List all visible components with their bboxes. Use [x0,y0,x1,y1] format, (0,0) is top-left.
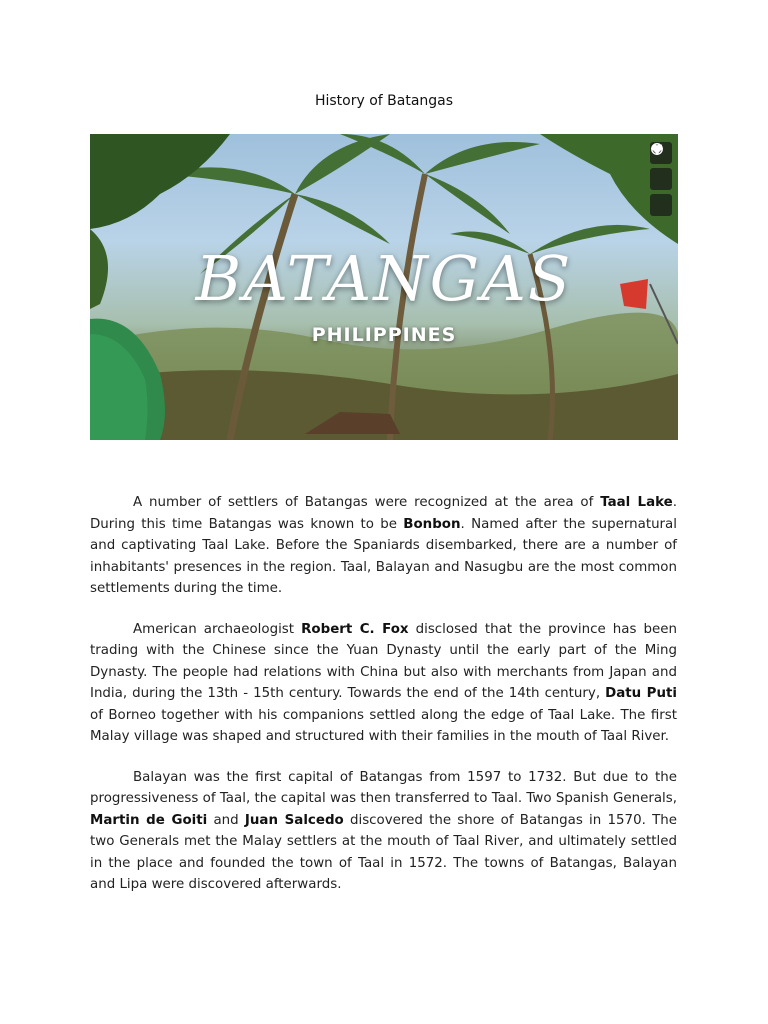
paragraph-text: American archaeologist [133,621,302,637]
watch-later-button[interactable] [650,168,672,190]
paragraph-text: A number of settlers of Batangas were recognized at the area of [133,495,601,510]
body-paragraph [90,767,677,896]
bold-term: Datu Puti [605,686,677,701]
photo-title-text: BATANGAS [195,242,573,315]
document-title: History of Batangas [314,93,454,109]
photo-action-bar [650,142,672,220]
batangas-photo [90,134,678,440]
bold-term: Juan Salcedo [244,812,344,828]
paragraph-text: and [207,812,245,828]
bold-term: Robert C. Fox [301,621,409,637]
bold-term: Martin de Goiti [90,812,208,828]
document-body [90,492,677,915]
photo-subtitle-text: PHILIPPINES [311,324,457,346]
share-button[interactable] [650,194,672,216]
bold-term: Taal Lake [600,495,673,510]
paragraph-text: disclosed that the province has been trading with the Chinese since the Yuan Dynasty until the early part of the Ming Dynasty. The people had relations with China but also with merchants from Japan and India, during the 13th - 15th century. Towards the end of the 14th century, [90,621,677,701]
paragraph-text: . Named after the supernatural and captivating Taal Lake. Before the Spaniards disembarked, there are a number of inhabitants' presences in the region. Taal, Balayan and Nasugbu are the most common settlements during the time. [90,516,677,596]
paragraph-text: Balayan was the first capital of Batangas from 1597 to 1732. But due to the progressiveness of Taal, the capital was then transferred to Taal. Two Spanish Generals, [90,769,677,806]
body-paragraph [90,619,677,748]
body-paragraph [90,492,677,600]
paragraph-text: discovered the shore of Batangas in 1570. The two Generals met the Malay settlers at the mouth of Taal River, and ultimately settled in the place and founded the town of Taal in 1572. The towns of Batangas, Balayan and Lipa were discovered afterwards. [90,812,677,892]
paragraph-text: of Borneo together with his companions settled along the edge of Taal Lake. The first Malay village was shaped and structured with their families in the mouth of Taal River. [90,707,677,744]
send-icon [650,142,664,156]
bold-term: Bonbon [403,516,461,532]
paragraph-text: . During this time Batangas was known to be [90,495,677,532]
